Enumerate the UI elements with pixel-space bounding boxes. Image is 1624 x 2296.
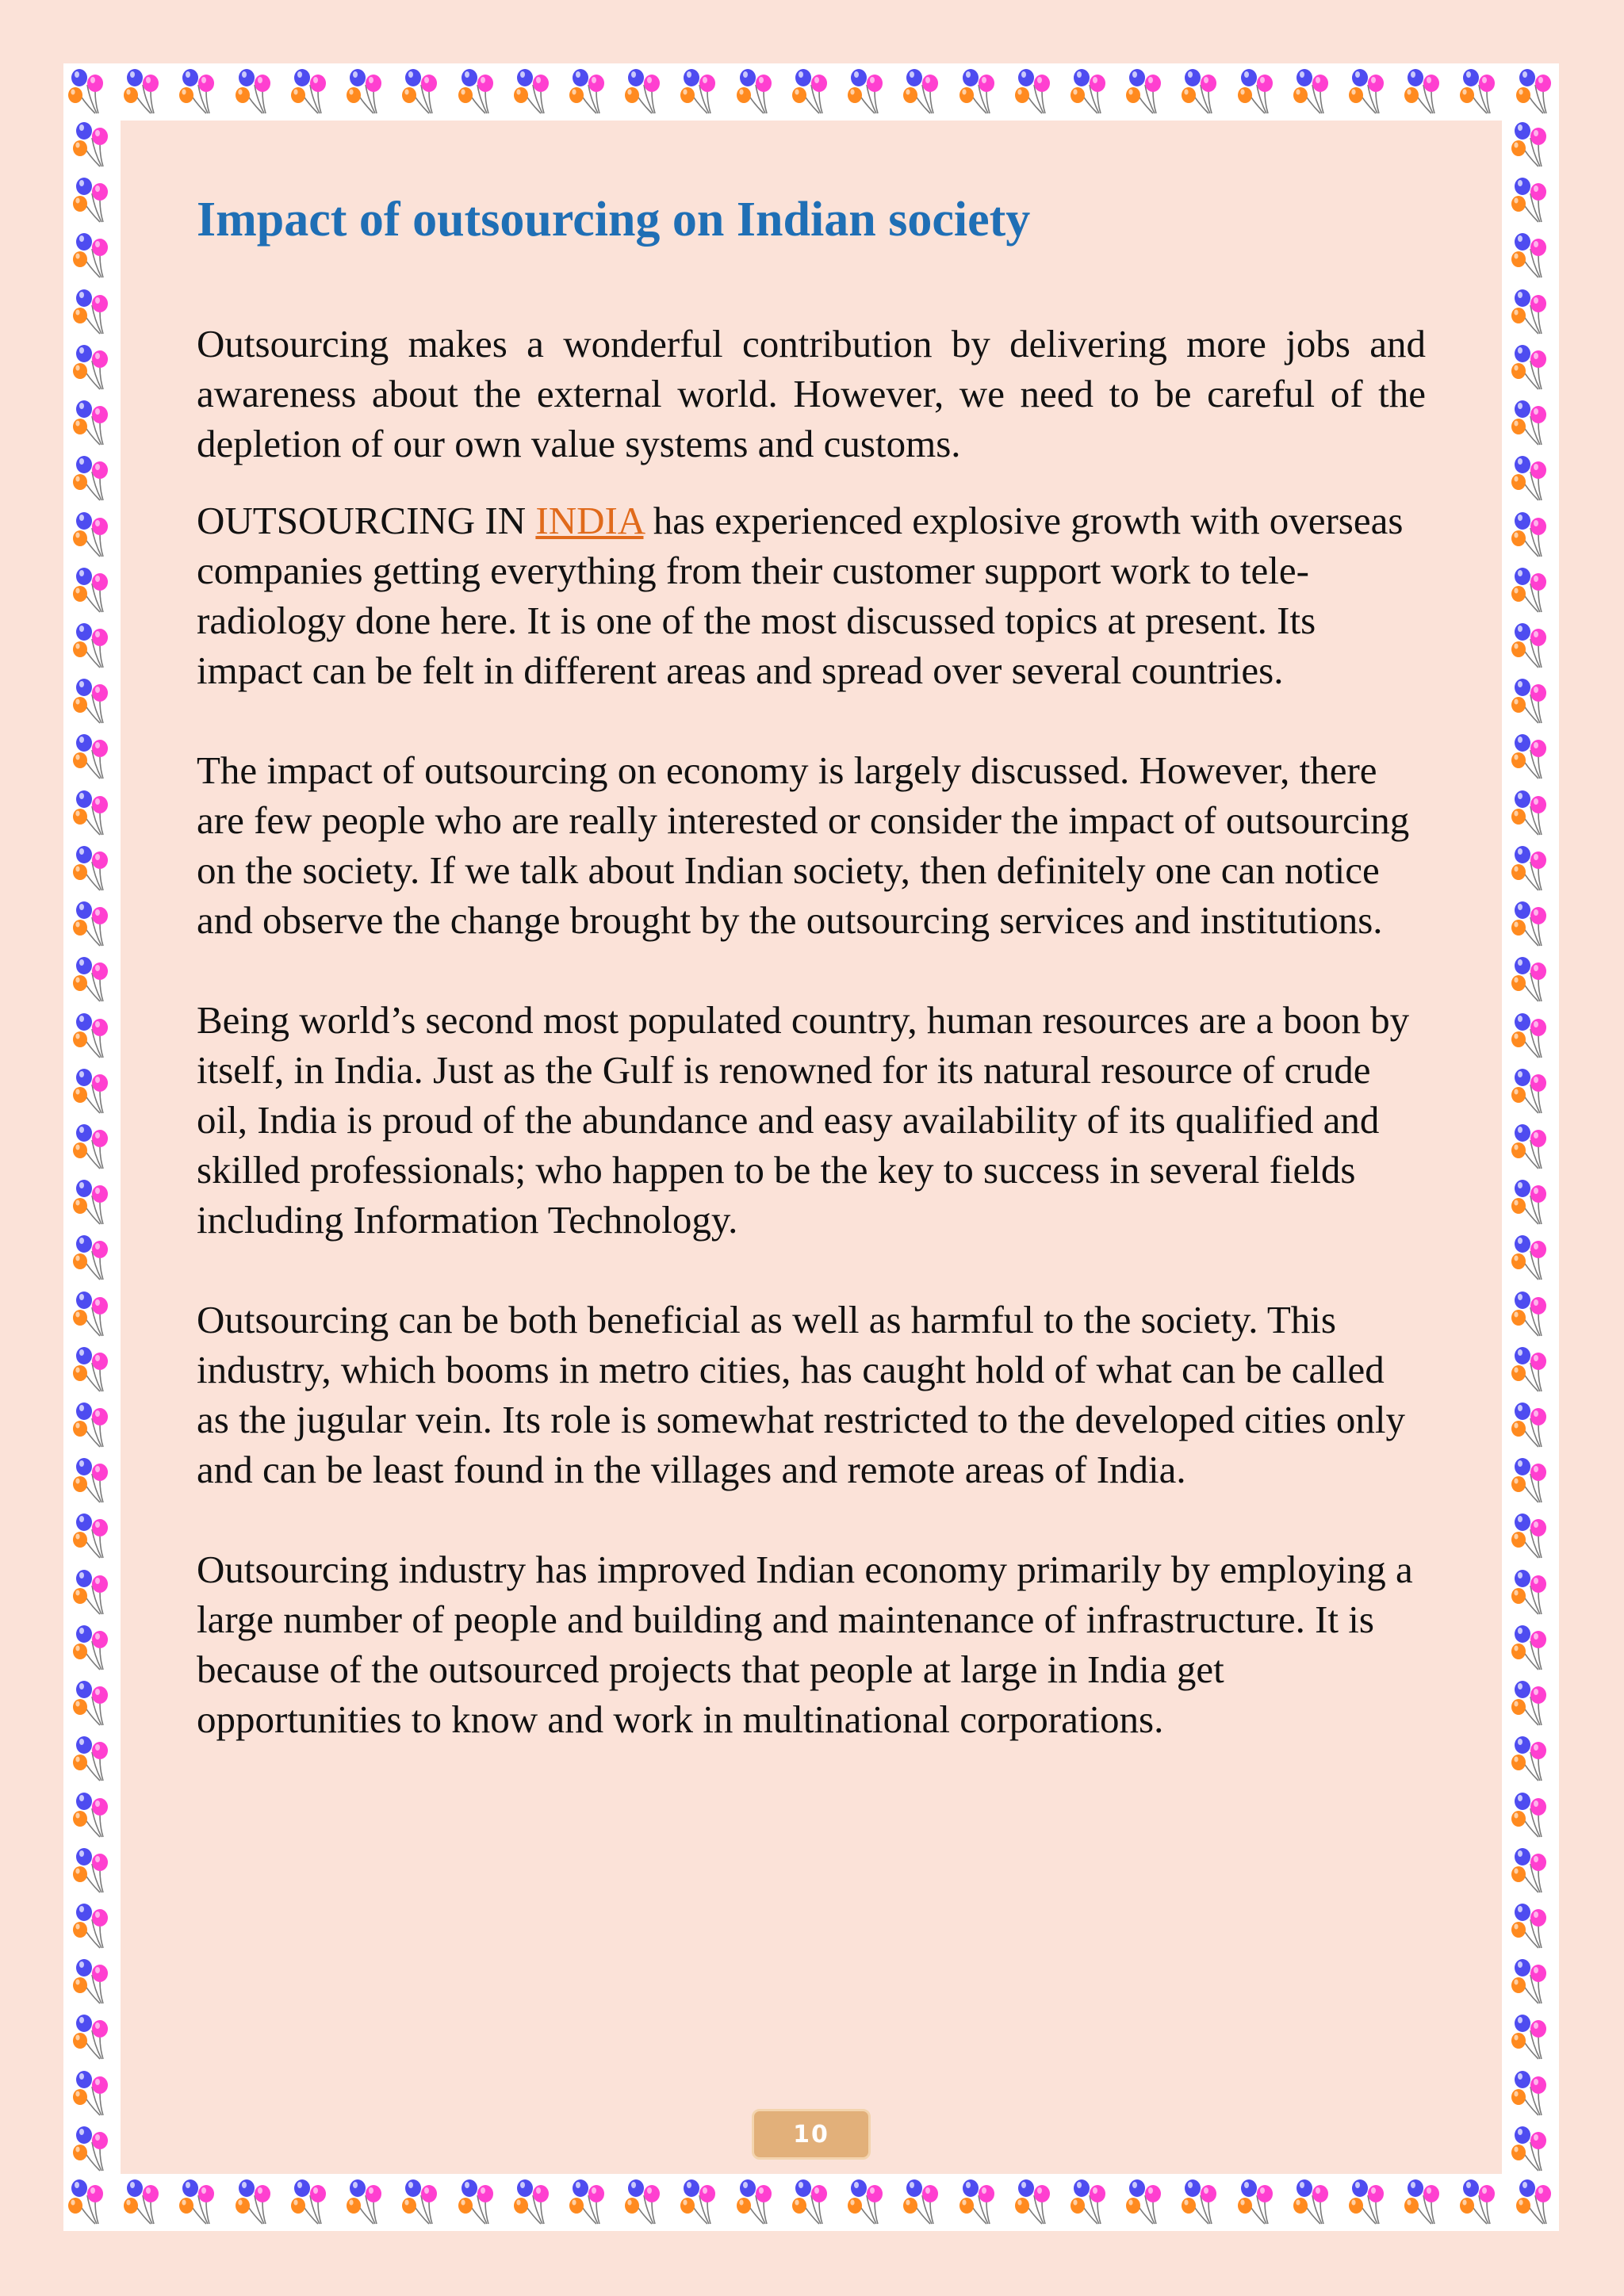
- balloon-bunch-icon: [68, 454, 116, 503]
- paragraph-economy-improvement: Outsourcing industry has improved Indian economy primarily by employing a large number of people and building and maintenance of infrastructure. It is because of the outsourced projects that people at large in India get opportunities to know and work in multinational corporations.: [197, 1548, 1413, 1742]
- balloon-bunch-icon: [1507, 677, 1554, 726]
- border-top: [63, 63, 1559, 121]
- balloon-bunch-icon: [68, 2013, 116, 2062]
- balloon-bunch-icon: [1507, 2125, 1554, 2174]
- balloon-bunch-icon: [63, 2178, 111, 2227]
- balloon-bunch-icon: [68, 1902, 116, 1951]
- balloon-bunch-icon: [1066, 67, 1113, 117]
- balloon-bunch-icon: [68, 1123, 116, 1172]
- balloon-bunch-icon: [68, 232, 116, 281]
- india-link[interactable]: INDIA: [535, 499, 644, 543]
- balloon-bunch-icon: [68, 1735, 116, 1784]
- balloon-bunch-icon: [68, 288, 116, 337]
- balloon-bunch-icon: [1507, 1902, 1554, 1951]
- balloon-bunch-icon: [1344, 2178, 1392, 2227]
- balloon-bunch-icon: [1066, 2178, 1113, 2227]
- balloon-bunch-icon: [63, 67, 111, 117]
- balloon-bunch-icon: [1507, 176, 1554, 225]
- page-title: Impact of outsourcing on Indian society: [197, 193, 1031, 247]
- balloon-bunch-icon: [286, 2178, 334, 2227]
- balloon-bunch-icon: [1507, 1067, 1554, 1116]
- balloon-bunch-icon: [68, 399, 116, 448]
- balloon-bunch-icon: [1507, 1290, 1554, 1339]
- balloon-bunch-icon: [231, 67, 278, 117]
- balloon-bunch-icon: [397, 67, 445, 117]
- balloon-bunch-icon: [1455, 67, 1503, 117]
- paragraph-outsourcing-in-india: [197, 496, 1426, 695]
- balloon-bunch-icon: [1233, 67, 1281, 117]
- balloon-bunch-icon: [1344, 67, 1392, 117]
- balloon-bunch-icon: [68, 1178, 116, 1227]
- balloon-bunch-icon: [174, 2178, 222, 2227]
- balloon-bunch-icon: [68, 1568, 116, 1617]
- balloon-bunch-icon: [68, 1290, 116, 1339]
- border-left: [63, 121, 121, 2174]
- balloon-bunch-icon: [68, 1401, 116, 1450]
- balloon-bunch-icon: [1289, 2178, 1336, 2227]
- balloon-bunch-icon: [955, 2178, 1002, 2227]
- balloon-bunch-icon: [787, 67, 835, 117]
- balloon-bunch-icon: [68, 622, 116, 671]
- balloon-bunch-icon: [1507, 955, 1554, 1004]
- balloon-bunch-icon: [1507, 454, 1554, 503]
- balloon-bunch-icon: [1177, 67, 1224, 117]
- balloon-bunch-icon: [1507, 1791, 1554, 1840]
- balloon-bunch-icon: [68, 1679, 116, 1728]
- balloon-bunch-icon: [1507, 1345, 1554, 1395]
- balloon-bunch-icon: [68, 955, 116, 1004]
- balloon-bunch-icon: [1507, 1123, 1554, 1172]
- balloon-bunch-icon: [1507, 2069, 1554, 2118]
- balloon-bunch-icon: [1507, 622, 1554, 671]
- balloon-bunch-icon: [231, 2178, 278, 2227]
- balloon-bunch-icon: [68, 176, 116, 225]
- balloon-bunch-icon: [68, 121, 116, 170]
- balloon-bunch-icon: [1010, 67, 1058, 117]
- balloon-bunch-icon: [898, 67, 946, 117]
- balloon-bunch-icon: [1507, 1568, 1554, 1617]
- balloon-bunch-icon: [620, 67, 668, 117]
- balloon-bunch-icon: [68, 1456, 116, 1506]
- balloon-bunch-icon: [68, 1791, 116, 1840]
- balloon-bunch-icon: [843, 67, 891, 117]
- balloon-bunch-icon: [1511, 2178, 1559, 2227]
- balloon-bunch-icon: [397, 2178, 445, 2227]
- balloon-bunch-icon: [1507, 1456, 1554, 1506]
- balloon-bunch-icon: [286, 67, 334, 117]
- balloon-bunch-icon: [68, 1345, 116, 1395]
- balloon-bunch-icon: [342, 67, 389, 117]
- intro-paragraph: Outsourcing makes a wonderful contribution by delivering more jobs and awareness about the external world. However, we need to be careful of the depletion of our own value systems and customs.: [197, 322, 1426, 466]
- balloon-bunch-icon: [68, 566, 116, 615]
- balloon-bunch-icon: [1507, 1401, 1554, 1450]
- balloon-bunch-icon: [68, 1957, 116, 2007]
- balloon-bunch-icon: [1010, 2178, 1058, 2227]
- balloon-bunch-icon: [1507, 1735, 1554, 1784]
- border-bottom: [63, 2174, 1559, 2231]
- balloon-bunch-icon: [1507, 566, 1554, 615]
- balloon-bunch-icon: [68, 1846, 116, 1896]
- balloon-bunch-icon: [1507, 399, 1554, 448]
- balloon-bunch-icon: [68, 900, 116, 949]
- balloon-bunch-icon: [509, 2178, 557, 2227]
- balloon-bunch-icon: [68, 2125, 116, 2174]
- balloon-bunch-icon: [1507, 1178, 1554, 1227]
- balloon-bunch-icon: [1507, 1234, 1554, 1283]
- balloon-bunch-icon: [1455, 2178, 1503, 2227]
- balloon-bunch-icon: [1507, 844, 1554, 894]
- balloon-bunch-icon: [68, 1512, 116, 1561]
- balloon-bunch-icon: [1507, 511, 1554, 560]
- paragraph-human-resources: Being world’s second most populated country, human resources are a boon by itself, in India. Just as the Gulf is renowned for its natural resource of crude oil, India is proud of the abundance and easy availability of its qualified and skilled professionals; who happen to be the key to success in several fields including Information Technology.: [197, 998, 1410, 1242]
- balloon-bunch-icon: [68, 733, 116, 782]
- balloon-bunch-icon: [787, 2178, 835, 2227]
- balloon-bunch-icon: [68, 2069, 116, 2118]
- balloon-bunch-icon: [1507, 1512, 1554, 1561]
- balloon-bunch-icon: [454, 67, 501, 117]
- balloon-bunch-icon: [1507, 733, 1554, 782]
- balloon-bunch-icon: [1507, 2013, 1554, 2062]
- balloon-bunch-icon: [342, 2178, 389, 2227]
- balloon-bunch-icon: [1289, 67, 1336, 117]
- balloon-bunch-icon: [676, 2178, 723, 2227]
- balloon-bunch-icon: [68, 844, 116, 894]
- balloon-bunch-icon: [1507, 232, 1554, 281]
- balloon-bunch-icon: [955, 67, 1002, 117]
- balloon-bunch-icon: [1507, 1846, 1554, 1896]
- balloon-bunch-icon: [565, 2178, 612, 2227]
- balloon-bunch-icon: [174, 67, 222, 117]
- balloon-bunch-icon: [1507, 343, 1554, 392]
- balloon-bunch-icon: [68, 511, 116, 560]
- document-body: [197, 190, 1426, 1744]
- balloon-bunch-icon: [68, 343, 116, 392]
- paragraph-beneficial-harmful: Outsourcing can be both beneficial as well as harmful to the society. This industry, which booms in metro cities, has caught hold of what can be called as the jugular vein. Its role is somewhat restricted to the developed cities only and can be least found in the villages and remote areas of India.: [197, 1298, 1406, 1492]
- balloon-bunch-icon: [454, 2178, 501, 2227]
- border-right: [1502, 121, 1559, 2174]
- balloon-bunch-icon: [1507, 1679, 1554, 1728]
- balloon-bunch-icon: [119, 2178, 167, 2227]
- balloon-bunch-icon: [843, 2178, 891, 2227]
- balloon-bunch-icon: [898, 2178, 946, 2227]
- balloon-bunch-icon: [676, 67, 723, 117]
- balloon-bunch-icon: [565, 67, 612, 117]
- balloon-bunch-icon: [1507, 288, 1554, 337]
- balloon-bunch-icon: [68, 789, 116, 838]
- balloon-bunch-icon: [68, 1012, 116, 1061]
- balloon-bunch-icon: [1507, 1957, 1554, 2007]
- balloon-bunch-icon: [1400, 67, 1447, 117]
- balloon-bunch-icon: [1121, 2178, 1169, 2227]
- balloon-bunch-icon: [1507, 121, 1554, 170]
- page-number-badge: 10: [752, 2109, 871, 2160]
- paragraph-economy-impact: The impact of outsourcing on economy is largely discussed. However, there are few people who are really interested or consider the impact of outsourcing on the society. If we talk about Indian society, then definitely one can notice and observe the change brought by the outsourcing services and institutions.: [197, 748, 1410, 943]
- balloon-bunch-icon: [119, 67, 167, 117]
- balloon-bunch-icon: [1400, 2178, 1447, 2227]
- balloon-bunch-icon: [1507, 789, 1554, 838]
- balloon-bunch-icon: [509, 67, 557, 117]
- balloon-bunch-icon: [1507, 1624, 1554, 1673]
- balloon-bunch-icon: [1507, 1012, 1554, 1061]
- balloon-bunch-icon: [732, 2178, 779, 2227]
- balloon-bunch-icon: [68, 1234, 116, 1283]
- balloon-bunch-icon: [1177, 2178, 1224, 2227]
- paragraph-lead: OUTSOURCING IN: [197, 499, 536, 543]
- balloon-bunch-icon: [732, 67, 779, 117]
- balloon-bunch-icon: [1511, 67, 1559, 117]
- balloon-bunch-icon: [68, 677, 116, 726]
- balloon-bunch-icon: [1121, 67, 1169, 117]
- balloon-bunch-icon: [620, 2178, 668, 2227]
- balloon-bunch-icon: [1507, 900, 1554, 949]
- balloon-bunch-icon: [1233, 2178, 1281, 2227]
- balloon-bunch-icon: [68, 1624, 116, 1673]
- balloon-bunch-icon: [68, 1067, 116, 1116]
- paragraph-rest: has experienced explosive growth with overseas companies getting everything from their customer support work to tele-radiology done here. It is one of the most discussed topics at present. Its impact can be felt in different areas and spread over several countries.: [197, 499, 1404, 693]
